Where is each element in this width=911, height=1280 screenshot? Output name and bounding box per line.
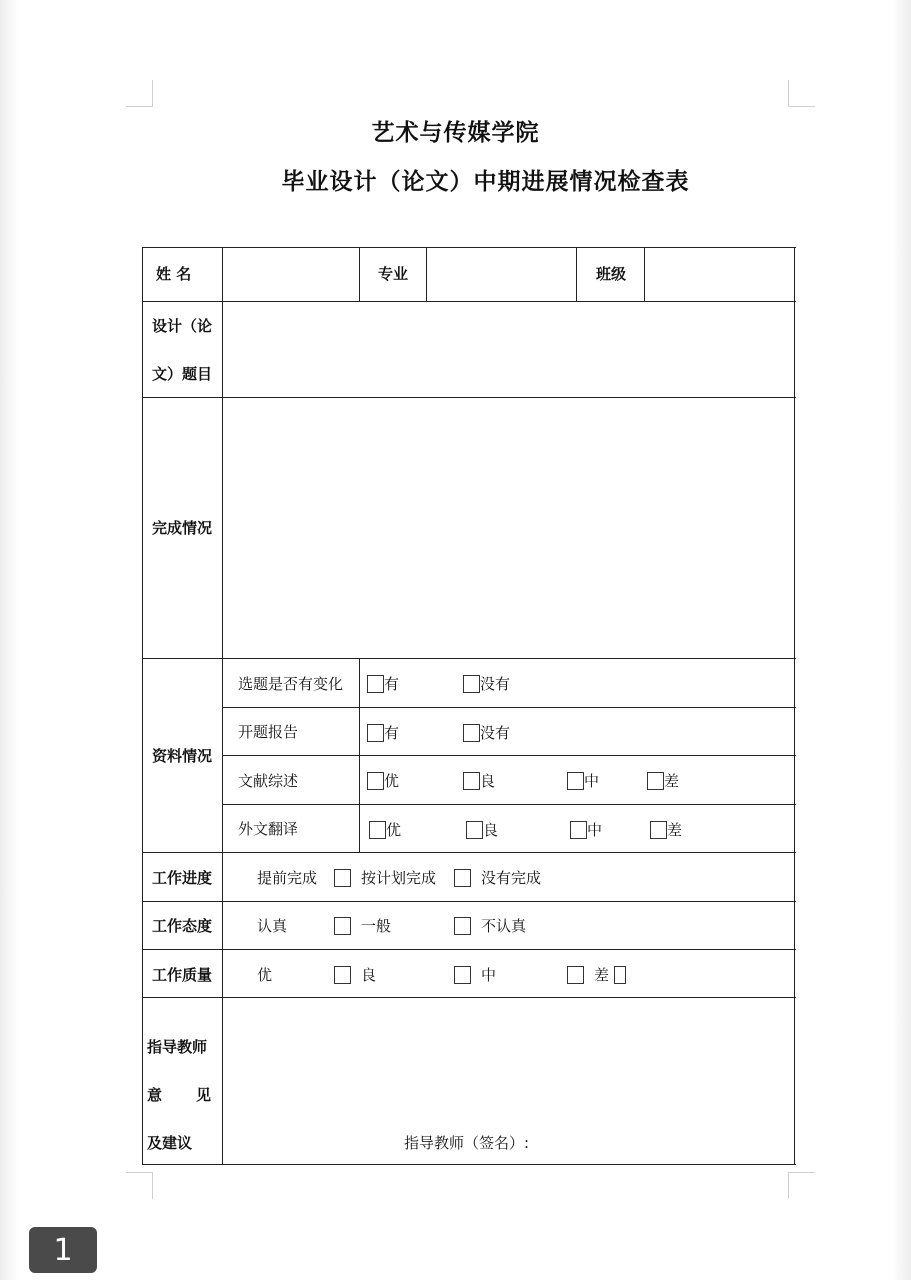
attitude-average-label: 一般 — [361, 917, 392, 935]
proposal-yes-label: 有 — [384, 724, 400, 742]
quality-excellent-checkbox[interactable] — [334, 966, 351, 984]
column-divider — [576, 247, 577, 301]
crop-mark-top-right — [788, 80, 815, 107]
row-divider — [222, 804, 796, 805]
literature-good-label: 良 — [480, 772, 496, 790]
column-divider — [359, 247, 360, 301]
page-number-badge[interactable]: 1 — [29, 1227, 97, 1273]
label-column-divider — [222, 247, 223, 1165]
literature-label: 文献综述 — [238, 772, 299, 790]
progress-not-done-label: 没有完成 — [481, 869, 542, 887]
progress-ahead-label: 提前完成 — [257, 869, 318, 887]
crop-mark-bottom-right — [788, 1172, 815, 1199]
row-divider — [222, 755, 796, 756]
progress-on-plan-checkbox[interactable] — [454, 869, 471, 887]
table-border-left — [142, 247, 143, 1165]
proposal-no-checkbox[interactable] — [463, 724, 480, 742]
progress-on-plan-label: 按计划完成 — [361, 869, 437, 887]
quality-poor-checkbox[interactable] — [614, 966, 626, 984]
translation-good-label: 良 — [483, 821, 499, 839]
attitude-not-serious-label: 不认真 — [481, 917, 527, 935]
row-divider — [142, 852, 796, 853]
literature-poor-label: 差 — [664, 772, 680, 790]
row-divider — [142, 949, 796, 950]
translation-good-checkbox[interactable] — [466, 821, 483, 839]
row-divider — [142, 901, 796, 902]
translation-label: 外文翻译 — [238, 820, 299, 838]
materials-label: 资料情况 — [152, 747, 213, 765]
form-title: 毕业设计（论文）中期进展情况检查表 — [281, 169, 690, 195]
translation-poor-label: 差 — [667, 821, 683, 839]
crop-mark-top-left — [126, 80, 153, 107]
topic-change-no-checkbox[interactable] — [463, 675, 480, 693]
completion-label: 完成情况 — [152, 519, 213, 537]
page-shadow-left — [0, 0, 18, 1280]
attitude-serious-checkbox[interactable] — [334, 917, 351, 935]
quality-good-checkbox[interactable] — [454, 966, 471, 984]
advisor-label-line2b: 见 — [196, 1086, 212, 1104]
literature-good-checkbox[interactable] — [463, 772, 480, 790]
quality-excellent-label: 优 — [257, 966, 273, 984]
advisor-signature-label: 指导教师（签名）: — [404, 1134, 530, 1152]
proposal-yes-checkbox[interactable] — [367, 724, 384, 742]
translation-fair-label: 中 — [587, 821, 603, 839]
attitude-serious-label: 认真 — [257, 917, 288, 935]
quality-good-label: 良 — [361, 966, 377, 984]
row-divider — [142, 658, 796, 659]
column-divider — [644, 247, 645, 301]
column-divider — [359, 658, 360, 852]
translation-fair-checkbox[interactable] — [570, 821, 587, 839]
row-divider — [142, 301, 796, 302]
row-divider — [142, 397, 796, 398]
major-label: 专业 — [378, 265, 409, 283]
column-divider — [426, 247, 427, 301]
institution-title: 艺术与传媒学院 — [371, 120, 540, 146]
proposal-no-label: 没有 — [480, 724, 511, 742]
check-form-table — [142, 247, 796, 1165]
row-divider — [222, 707, 796, 708]
quality-fair-checkbox[interactable] — [567, 966, 584, 984]
crop-mark-bottom-left — [126, 1172, 153, 1199]
quality-poor-label: 差 — [594, 966, 610, 984]
progress-ahead-checkbox[interactable] — [334, 869, 351, 887]
quality-fair-label: 中 — [481, 966, 497, 984]
topic-label-line1: 设计（论 — [152, 317, 213, 335]
topic-change-label: 选题是否有变化 — [238, 675, 344, 693]
advisor-label-line3: 及建议 — [147, 1134, 193, 1152]
advisor-label-line2a: 意 — [147, 1086, 163, 1104]
literature-excellent-label: 优 — [384, 772, 400, 790]
class-label: 班级 — [596, 265, 627, 283]
name-label: 姓 名 — [156, 265, 192, 283]
table-border-top — [142, 247, 796, 248]
row-divider — [142, 997, 796, 998]
translation-excellent-checkbox[interactable] — [369, 821, 386, 839]
quality-label: 工作质量 — [152, 966, 213, 984]
translation-poor-checkbox[interactable] — [650, 821, 667, 839]
literature-poor-checkbox[interactable] — [647, 772, 664, 790]
literature-fair-checkbox[interactable] — [567, 772, 584, 790]
attitude-average-checkbox[interactable] — [454, 917, 471, 935]
translation-excellent-label: 优 — [386, 821, 402, 839]
literature-fair-label: 中 — [584, 772, 600, 790]
topic-label-line2: 文）题目 — [152, 365, 213, 383]
table-border-right — [794, 247, 795, 1165]
table-border-bottom — [142, 1164, 796, 1165]
topic-change-no-label: 没有 — [480, 675, 511, 693]
attitude-label: 工作态度 — [152, 917, 213, 935]
advisor-label-line1: 指导教师 — [147, 1038, 208, 1056]
progress-label: 工作进度 — [152, 869, 213, 887]
literature-excellent-checkbox[interactable] — [367, 772, 384, 790]
topic-change-yes-label: 有 — [384, 675, 400, 693]
topic-change-yes-checkbox[interactable] — [367, 675, 384, 693]
proposal-label: 开题报告 — [238, 723, 299, 741]
